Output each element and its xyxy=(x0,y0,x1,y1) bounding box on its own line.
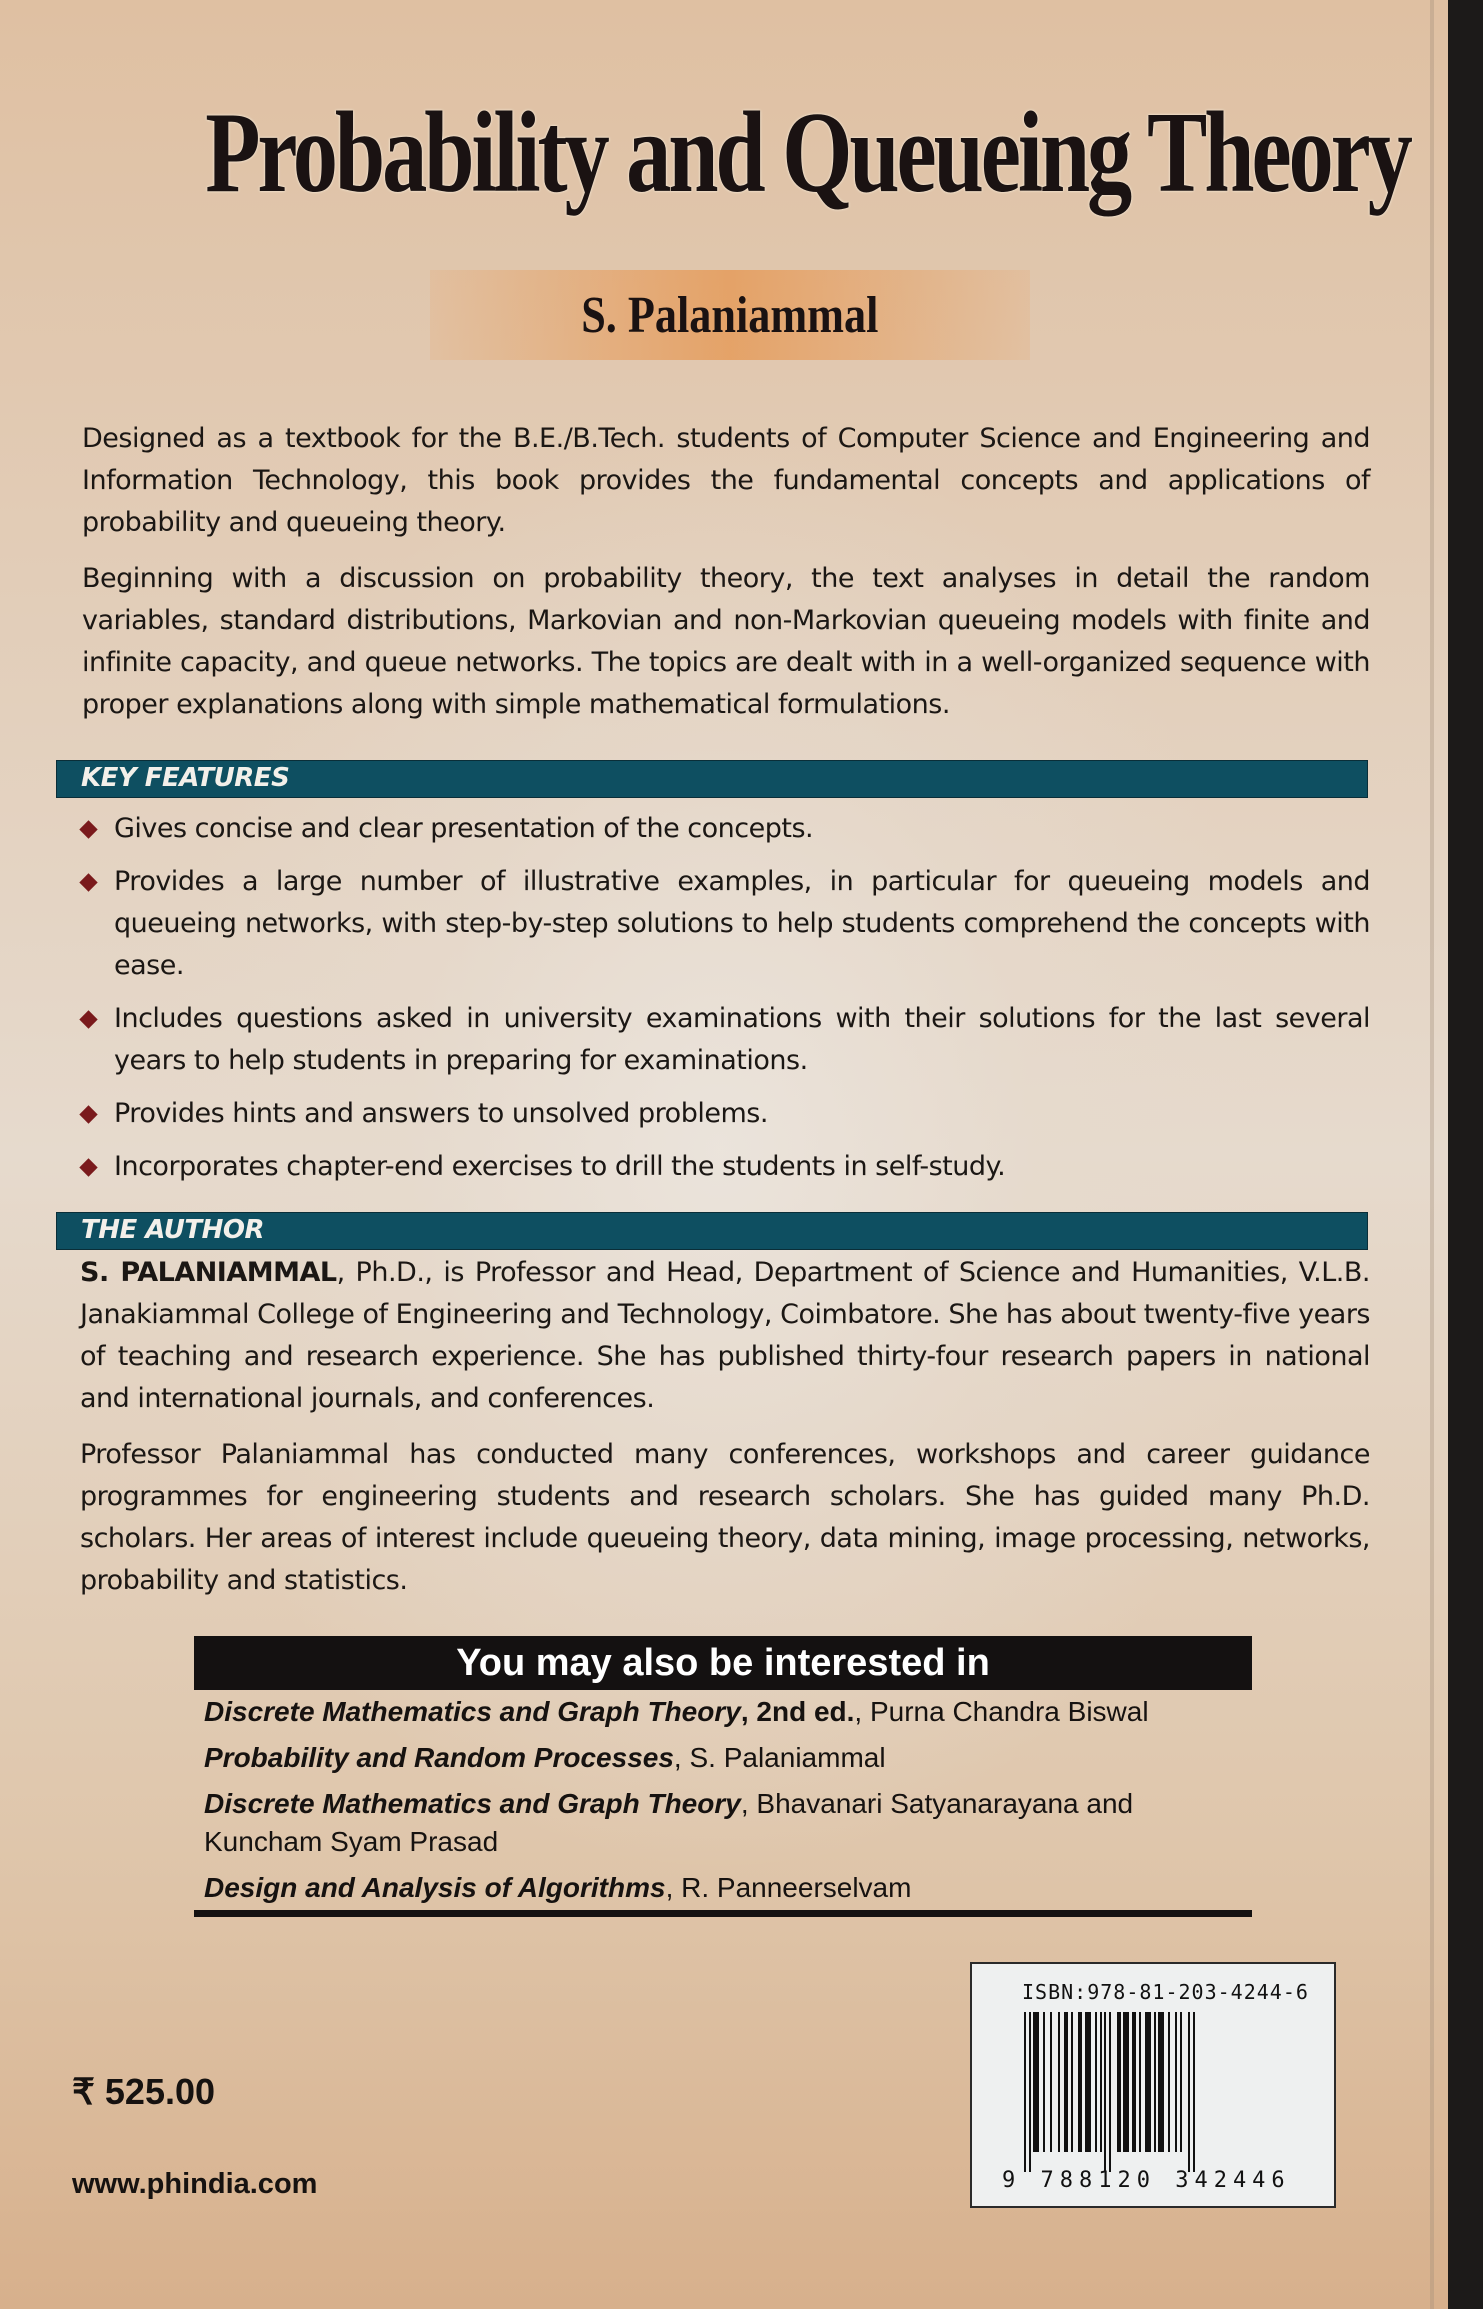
diamond-bullet-icon xyxy=(79,820,97,838)
key-features-heading: KEY FEATURES xyxy=(81,763,290,793)
publisher-website: www.phindia.com xyxy=(72,2168,318,2200)
diamond-bullet-icon xyxy=(79,1105,97,1123)
feature-item: Includes questions asked in university examinations with their solutions for the last several years to help students in preparing for examinations. xyxy=(78,998,1370,1082)
spine-edge xyxy=(1430,0,1434,2309)
key-features-list xyxy=(78,808,1370,1199)
book-title: Probability and Queueing Theory xyxy=(205,89,1410,217)
isbn-label: ISBN:978-81-203-4244-6 xyxy=(1022,1980,1309,2004)
author-bio-paragraph-1: S. PALANIAMMAL, Ph.D., is Professor and Head, Department of Science and Humanities, V.L.B. Janakiammal College of Engineering and Technology, Coimbatore. She has about twenty-five years of teaching and research experience. She has published thirty-four research papers in national and international journals, and conferences. xyxy=(80,1257,1370,1414)
isbn-barcode xyxy=(970,1962,1336,2208)
the-author-heading: THE AUTHOR xyxy=(81,1215,264,1245)
diamond-bullet-icon xyxy=(79,873,97,891)
also-interested-header xyxy=(194,1636,1252,1690)
barcode-icon xyxy=(1024,2012,1286,2172)
related-book-item: Discrete Mathematics and Graph Theory, Bhavanari Satyanarayana and Kuncham Syam Prasad xyxy=(204,1788,1134,1857)
author-name-bold: S. PALANIAMMAL xyxy=(80,1257,337,1288)
author-bio-paragraph-2: Professor Palaniammal has conducted many conferences, workshops and career guidance programmes for engineering students and research scholars. She has guided many Ph.D. scholars. Her areas of interest include queueing theory, data mining, image processing, networks, probability and statistics. xyxy=(80,1439,1370,1596)
also-interested-list xyxy=(204,1693,1254,1915)
author-band xyxy=(430,270,1030,360)
author-bio xyxy=(80,1252,1370,1616)
feature-item: Gives concise and clear presentation of the concepts. xyxy=(78,808,1370,850)
related-book-item: Probability and Random Processes, S. Palaniammal xyxy=(204,1742,886,1773)
diamond-bullet-icon xyxy=(79,1158,97,1176)
description-paragraph-1: Designed as a textbook for the B.E./B.Tech. students of Computer Science and Engineering and Information Technology, this book provides the fundamental concepts and applications of probability and queueing theory. xyxy=(82,423,1370,538)
related-book-item: Discrete Mathematics and Graph Theory, 2nd ed., Purna Chandra Biswal xyxy=(204,1696,1149,1727)
description-paragraph-2: Beginning with a discussion on probability theory, the text analyses in detail the random variables, standard distributions, Markovian and non-Markovian queueing models with finite and infinite capacity, and queue networks. The topics are dealt with in a well-organized sequence with proper explanations along with simple mathematical formulations. xyxy=(82,563,1370,720)
diamond-bullet-icon xyxy=(79,1010,97,1028)
price: ₹ 525.00 xyxy=(72,2071,216,2112)
also-interested-rule xyxy=(194,1910,1252,1917)
also-interested-heading: You may also be interested in xyxy=(456,1641,990,1684)
key-features-header xyxy=(56,760,1368,798)
feature-item: Provides hints and answers to unsolved problems. xyxy=(78,1093,1370,1135)
author-name: S. Palaniammal xyxy=(581,286,879,344)
barcode-digits: 9 788120 342446 xyxy=(1002,2168,1291,2193)
feature-item: Provides a large number of illustrative examples, in particular for queueing models and queueing networks, with step-by-step solutions to help students comprehend the concepts with ease. xyxy=(78,861,1370,987)
the-author-header xyxy=(56,1212,1368,1250)
related-book-item: Design and Analysis of Algorithms, R. Panneerselvam xyxy=(204,1872,912,1903)
feature-item: Incorporates chapter-end exercises to drill the students in self-study. xyxy=(78,1146,1370,1188)
